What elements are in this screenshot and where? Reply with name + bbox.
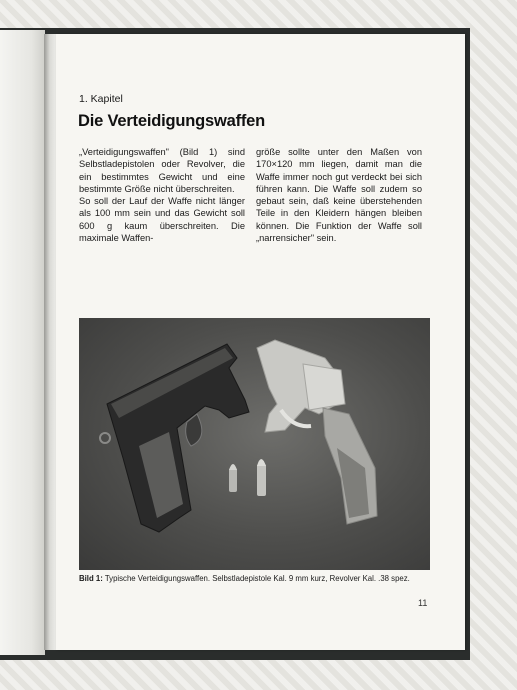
text-column-left bbox=[79, 146, 245, 244]
caption-text: Typische Verteidigungswaffen. Selbstladepistole Kal. 9 mm kurz, Revolver Kal. .38 spez. bbox=[102, 574, 410, 583]
left-page-edge bbox=[0, 30, 45, 655]
revolver-image bbox=[257, 340, 377, 524]
figure-caption bbox=[79, 574, 434, 584]
text-column-right bbox=[256, 146, 422, 244]
page-number: 11 bbox=[418, 598, 428, 608]
figure-photo bbox=[79, 318, 430, 570]
paragraph: So soll der Lauf der Waffe nicht länger als 100 mm sein und das Gewicht soll 600 g kaum überschreiten. Die maximale Waffen- bbox=[79, 196, 245, 244]
paragraph: „Verteidigungswaffen" (Bild 1) sind Selbstladepistolen oder Revolver, die ein bestimmtes Gewicht und eine bestimmte Größe nicht überschreiten. bbox=[79, 147, 245, 194]
chapter-label: 1. Kapitel bbox=[79, 93, 123, 105]
pistol-image bbox=[100, 344, 249, 532]
page-title: Die Verteidigungswaffen bbox=[78, 112, 266, 130]
paragraph: größe sollte unter den Maßen von 170×120 mm liegen, damit man die Waffe immer noch gut verdeckt bei sich führen kann. Die Waffe soll zudem so gebaut sein, daß keine überstehenden Teile in den Kleidern hängen bleiben können. Die Funktion der Waffe soll „narrensicher" sein. bbox=[256, 147, 422, 244]
caption-label: Bild 1: bbox=[79, 574, 103, 583]
handguns-photo bbox=[79, 318, 430, 570]
cartridges-image bbox=[229, 459, 266, 496]
